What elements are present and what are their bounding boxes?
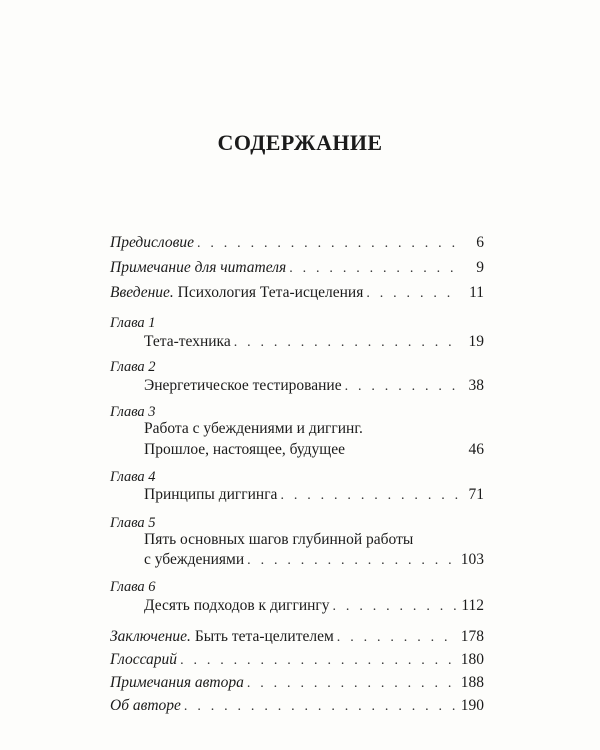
entry-label: Принципы диггинга — [144, 486, 278, 503]
page-number: 46 — [468, 441, 484, 458]
entry-label: Десять подходов к диггингу — [144, 597, 330, 614]
chapter-label: Глава 3 — [110, 404, 156, 420]
page-number: 6 — [476, 234, 484, 251]
entry-label-line1: Пять основных шагов глубинной работы — [144, 531, 414, 548]
leader-dots — [333, 597, 459, 617]
page-title: СОДЕРЖАНИЕ — [217, 130, 383, 155]
toc-entry-author-notes[interactable] — [110, 673, 484, 694]
toc-entry-glossary[interactable] — [110, 650, 484, 671]
page-number: 11 — [469, 284, 484, 301]
toc-entry-ch3[interactable] — [144, 440, 484, 461]
entry-label: Предисловие — [110, 234, 194, 251]
toc-entry-ch2[interactable] — [144, 376, 484, 397]
leader-dots — [247, 674, 458, 694]
entry-label: Энергетическое тестирование — [144, 377, 342, 394]
leader-dots — [337, 628, 458, 648]
chapter-label: Глава 4 — [110, 469, 156, 485]
page-number: 180 — [460, 651, 484, 668]
leader-dots — [289, 259, 459, 279]
table-of-contents — [110, 0, 484, 750]
toc-entry-intro[interactable] — [110, 283, 484, 304]
toc-entry-about-author[interactable] — [110, 696, 484, 717]
page-number: 190 — [460, 697, 484, 714]
toc-entry-conclusion[interactable] — [110, 627, 484, 648]
entry-label: с убеждениями — [144, 551, 245, 568]
toc-entry-ch5[interactable] — [144, 550, 484, 571]
page-number: 19 — [468, 333, 484, 350]
toc-entry-preface[interactable] — [110, 233, 484, 254]
page-number: 9 — [476, 259, 484, 276]
entry-label-italic: Введение. — [110, 284, 174, 301]
entry-label: Глоссарий — [110, 651, 178, 668]
toc-entry-reader-note[interactable] — [110, 258, 484, 279]
page-number: 178 — [460, 628, 484, 645]
chapter-label: Глава 5 — [110, 515, 156, 531]
leader-dots — [184, 697, 458, 717]
entry-label: Об авторе — [110, 697, 181, 714]
entry-label: Примечания автора — [110, 674, 244, 691]
leader-dots — [345, 377, 459, 397]
chapter-label: Глава 2 — [110, 359, 156, 375]
toc-entry-ch6[interactable] — [144, 596, 484, 617]
entry-label: Примечание для читателя — [110, 259, 287, 276]
page-number: 38 — [468, 377, 484, 394]
entry-label-italic: Заключение. — [110, 628, 191, 645]
entry-label: Быть тета-целителем — [190, 628, 334, 645]
chapter-label: Глава 6 — [110, 579, 156, 595]
leader-dots — [197, 234, 459, 254]
leader-dots — [280, 486, 459, 506]
page-number: 112 — [461, 597, 484, 614]
toc-entry-ch1[interactable] — [144, 332, 484, 353]
entry-label: Тета-техника — [144, 333, 231, 350]
page-number: 103 — [460, 551, 484, 568]
entry-label: Прошлое, настоящее, будущее — [144, 441, 345, 458]
entry-label: Психология Тета-исцеления — [173, 284, 364, 301]
entry-label-line1: Работа с убеждениями и диггинг. — [144, 420, 363, 437]
leader-dots — [180, 651, 458, 671]
leader-dots — [366, 284, 459, 304]
page-number: 71 — [468, 486, 484, 503]
page-number: 188 — [460, 674, 484, 691]
leader-dots — [247, 551, 458, 571]
chapter-label: Глава 1 — [110, 315, 156, 331]
leader-dots — [234, 333, 459, 353]
toc-entry-ch4[interactable] — [144, 485, 484, 506]
